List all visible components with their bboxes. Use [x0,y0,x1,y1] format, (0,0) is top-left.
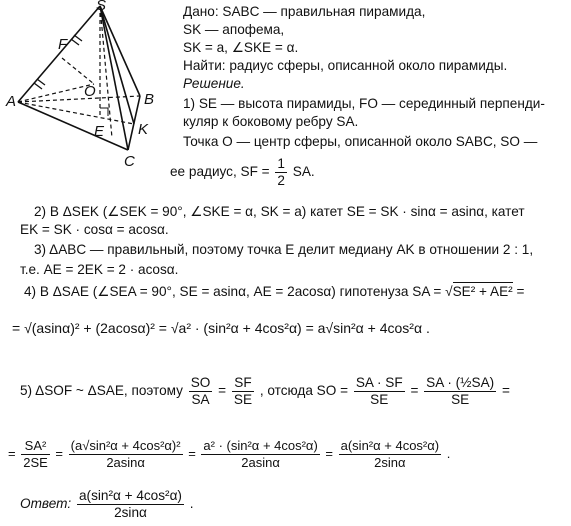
answer-label: Ответ: [20,496,72,512]
fraction-denominator: 2sinα [114,505,147,520]
step4-line-2: = √(asinα)² + (2acosα)² = √a² · (sin²α + 4cos²α) = a√sin²α + 4cos²α . [12,320,430,336]
fraction-sf-se [232,375,254,408]
period: . [189,496,194,512]
tick-mark [74,35,82,41]
fraction-denominator: SE [233,392,253,407]
fraction-so-sa [189,375,213,408]
tick-mark [37,79,45,85]
step1-line-2: куляр к боковому ребру SA. [183,114,359,129]
fraction-numerator: SA · SF [355,375,403,390]
answer-fraction [77,488,184,521]
step5-text: 5) ΔSOF ~ ΔSAE, поэтому [20,383,183,399]
fraction-denominator: 2sinα [374,455,406,470]
step1-radius-tail: SA. [292,164,315,180]
step1-line-4 [170,156,315,189]
step2-line-2: EK = SK · cosα = acosα. [20,222,169,237]
label-b: B [144,91,155,108]
given-line-2: SK — апофема, [183,22,285,37]
fraction-denominator: SE [370,392,389,407]
step1-line-3: Точка O — центр сферы, описанной около SABC, SO — [183,134,538,149]
answer-line [20,488,194,521]
step3-line-2: т.е. AE = 2EK = 2 · acosα. [20,262,179,277]
fraction-result-3 [201,438,319,471]
fraction-denominator: 2asinα [241,455,280,470]
label-e: E [94,123,105,140]
solution-heading: Решение. [183,76,245,91]
fraction-denominator: 2asinα [106,455,145,470]
edge-ab [18,96,140,102]
fraction-numerator: SA² [21,438,50,455]
tick-mark [34,83,42,89]
equals-sign: = [218,383,227,399]
step4-radicand: SE² + AE² [452,284,513,299]
label-s: S [96,0,107,14]
given-line-3: SK = a, ∠SKE = α. [183,40,299,55]
step1-line-1: 1) SE — высота пирамиды, FO — серединный перпенди- [183,96,545,111]
label-k: K [138,121,149,138]
pyramid-figure [4,0,164,180]
label-f: F [58,36,68,53]
equals-sign: = [188,445,196,461]
equals-sign: = [8,445,16,461]
fraction-numerator: SO [190,375,211,390]
equals-sign: = [55,445,64,461]
right-angle-mark [100,108,108,116]
fraction-denominator: 2SE [23,455,48,470]
find-line: Найти: радиус сферы, описанной около пирамиды. [183,58,508,73]
median-ak [18,102,134,124]
fraction-sa2-2se [21,438,50,471]
period: . [446,445,451,461]
fraction-sa-sf-se [354,375,405,408]
given-line-1: Дано: SABC — правильная пирамида, [183,4,426,19]
fraction-denominator: SE [451,392,470,407]
fraction-numerator: (a√sin²α + 4cos²α)² [70,438,181,453]
label-o: O [84,83,96,100]
step3-line-1: 3) ΔABC — правильный, поэтому точка E делит медиану AK в отношении 2 : 1, [34,242,534,257]
fraction-numerator: SA · (½SA) [426,375,495,390]
label-a: A [6,93,17,110]
edge-sb [100,6,140,96]
step5-mid-text: , отсюда SO = [259,383,349,399]
fraction-one-half [275,156,287,189]
label-c: C [124,153,135,170]
tick-mark [71,39,79,45]
fraction-numerator: SF [232,375,254,392]
result-line [8,438,450,471]
edge-sc [100,6,128,150]
fraction-numerator: a(sin²α + 4cos²α) [340,438,440,453]
step5-line [20,375,510,408]
equals-sign: = [501,383,510,399]
step4-equals: = [516,284,525,299]
fraction-result-4 [339,438,441,471]
fraction-result-2 [69,438,183,471]
segment-fo [62,58,94,84]
fraction-sa-half-sa-se [424,375,496,408]
equals-sign: = [325,445,333,461]
step2-line-1: 2) В ΔSEK (∠SEK = 90°, ∠SKE = α, SK = a) катет SE = SK · sinα = asinα, катет [34,204,525,219]
step4-text: 4) В ΔSAE (∠SEA = 90°, SE = asinα, AE = 2acosα) гипотенуза SA = √ [24,284,453,299]
fraction-denominator: SA [191,392,210,407]
fraction-numerator: 1 [277,156,285,171]
fraction-denominator: 2 [277,173,285,188]
equals-sign: = [410,383,419,399]
fraction-numerator: a(sin²α + 4cos²α) [78,488,182,503]
step1-radius-text: ее радиус, SF = [170,164,270,180]
step4-line-1 [24,284,524,300]
fraction-numerator: a² · (sin²α + 4cos²α) [203,438,318,453]
